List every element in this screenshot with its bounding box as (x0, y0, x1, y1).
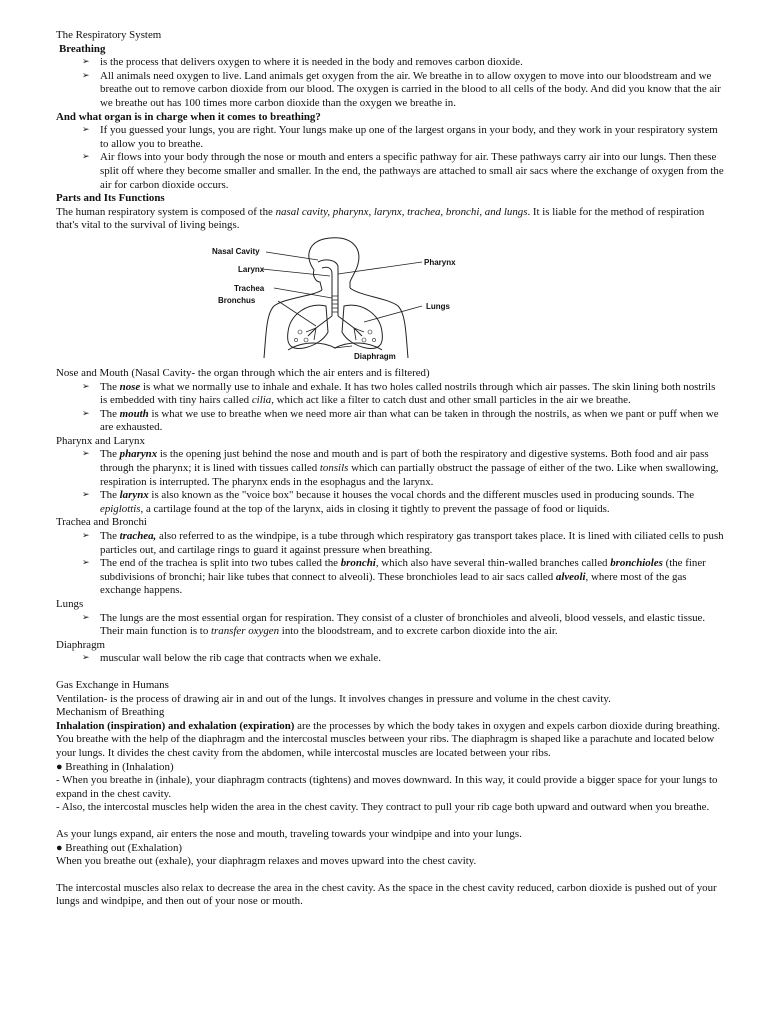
arrow-bullet-icon: ➢ (82, 70, 90, 81)
breathing-list (56, 56, 724, 110)
breathing-in-text-2: - Also, the intercostal muscles help widen the area in the chest cavity. They contract to pull your rib cage both upward and outward when you breathe. (56, 801, 710, 814)
lungs-expand-text: As your lungs expand, air enters the nose and mouth, traveling towards your windpipe and into your lungs. (56, 827, 522, 840)
nose-heading: Nose and Mouth (Nasal Cavity- the organ through which the air enters and is filtered) (56, 366, 430, 379)
list-item: ➢ is the process that delivers oxygen to where it is needed in the body and removes carbon dioxide. (82, 56, 523, 69)
pharynx-heading: Pharynx and Larynx (56, 434, 145, 447)
pharynx-list (56, 448, 724, 516)
lungs-heading: Lungs (56, 598, 84, 610)
label-trachea: Trachea (234, 283, 265, 293)
list-item: ➢ All animals need oxygen to live. Land animals get oxygen from the air. We breathe in to allow oxygen to move into our bloodstream and we breathe out to remove carbon dioxide from our blood. The oxygen is carried in the blood to all cells of the body. And did you know that the air we breathe out has 100 times more carbon dioxide than the oxygen we breathe in. (82, 69, 721, 109)
list-item: ➢ The lungs are the most essential organ for respiration. They consist of a cluster of bronchioles and alveoli, blood vessels, and elastic tissue. Their main function is to transfer oxygen into the bloodstream, and to excrete carbon dioxide into the air. (82, 611, 706, 638)
arrow-bullet-icon: ➢ (82, 125, 90, 136)
document-page (56, 29, 724, 909)
breathing-out-text: When you breathe out (exhale), your diaphragm relaxes and moves upward into the chest cavity. (56, 855, 477, 868)
label-pharynx: Pharynx (424, 257, 456, 267)
trachea-list (56, 530, 724, 598)
diaphragm-heading: Diaphragm (56, 638, 105, 651)
label-diaphragm: Diaphragm (354, 351, 396, 361)
nose-list (56, 381, 724, 435)
arrow-bullet-icon: ➢ (82, 490, 90, 501)
list-item: ➢ The larynx is also known as the "voice box" because it houses the vocal chords and the different muscles used in producing sounds. The epiglottis, a cartilage found at the top of the larynx, aids in closing it tightly to prevent the passage of food or liquids. (82, 489, 695, 515)
parts-intro: The human respiratory system is composed of the nasal cavity, pharynx, larynx, trachea, bronchi, and lungs. It is liable for the method of respiration that's vital to the survival of living beings. (56, 205, 705, 232)
inhalation-exhalation-paragraph: Inhalation (inspiration) and exhalation (expiration) are the processes by which the body takes in oxygen and expels carbon dioxide during breathing. You breathe with the help of the diaphragm and the intercostal muscles between your ribs. The diaphragm is shaped like a parachute and located below your lungs. It divides the chest cavity from the abdomen, while intercostal muscles are located between your ribs. (56, 719, 720, 759)
arrow-bullet-icon: ➢ (82, 57, 90, 68)
breathing-out-heading: ● Breathing out (Exhalation) (56, 841, 183, 854)
breathing-in-text-1: - When you breathe in (inhale), your diaphragm contracts (tightens) and moves downward. In this way, it could provide a bigger space for your lungs to expand in the chest cavity. (56, 774, 718, 800)
list-item: ➢ If you guessed your lungs, you are right. Your lungs make up one of the largest organs in your body, and they work in your respiratory system to allow you to breathe. (82, 124, 718, 150)
arrow-bullet-icon: ➢ (82, 152, 90, 163)
ventilation-text: Ventilation- is the process of drawing air in and out of the lungs. It involves changes in pressure and volume in the chest cavity. (56, 692, 611, 705)
breathing-in-heading: ● Breathing in (Inhalation) (56, 760, 174, 773)
list-item: ➢ The trachea, also referred to as the windpipe, is a tube through which respiratory gas transport takes place. It is lined with ciliated cells to push particles out, and cartilage rings to guard it against pressure when breathing. (82, 530, 724, 556)
label-nasal-cavity: Nasal Cavity (212, 246, 260, 256)
lungs-list (56, 612, 724, 639)
list-item: ➢ The pharynx is the opening just behind the nose and mouth and is part of both the respiratory and digestive systems. Both food and air pass through the pharynx; it is lined with tissues called tonsils which can partially obstruct the passage of either of the two. Like when swallowing, respiration is interrupted. The pharynx ends in the esophagus and the larynx. (82, 448, 719, 488)
diaphragm-list (56, 652, 724, 666)
gas-exchange-heading: Gas Exchange in Humans (56, 678, 169, 691)
arrow-bullet-icon: ➢ (82, 408, 90, 419)
respiratory-system-diagram (56, 236, 724, 361)
organ-heading: And what organ is in charge when it comes to breathing? (56, 110, 321, 123)
organ-list (56, 124, 724, 192)
parts-heading: Parts and Its Functions (56, 192, 165, 205)
arrow-bullet-icon: ➢ (82, 449, 90, 460)
list-item: ➢ The end of the trachea is split into two tubes called the bronchi, which also have several thin-walled branches called bronchioles (the finer subdivisions of bronchi; hair like tubes that connect to alveoli). These bronchioles lead to air sacs called alveoli, where most of the gas exchange happens. (82, 557, 706, 597)
arrow-bullet-icon: ➢ (82, 612, 90, 623)
trachea-heading: Trachea and Bronchi (56, 516, 147, 529)
arrow-bullet-icon: ➢ (82, 381, 90, 392)
arrow-bullet-icon: ➢ (82, 531, 90, 542)
breathing-heading: Breathing (59, 42, 106, 55)
respiratory-diagram-svg (204, 236, 474, 361)
label-lungs: Lungs (426, 301, 450, 311)
arrow-bullet-icon: ➢ (82, 558, 90, 569)
arrow-bullet-icon: ➢ (82, 653, 90, 664)
mechanism-heading: Mechanism of Breathing (56, 706, 165, 719)
list-item: ➢ The nose is what we normally use to inhale and exhale. It has two holes called nostrils through which air passes. The skin lining both nostrils is embedded with tiny hairs called cilia, which act like a filter to catch dust and other small particles in the air we breathe. (82, 380, 716, 407)
document-title: The Respiratory System (56, 29, 162, 41)
list-item: ➢ The mouth is what we use to breathe when we need more air than what can be taken in through the nostrils, as when we pant or puff when we are exhausted. (82, 407, 719, 434)
label-bronchus: Bronchus (218, 295, 256, 305)
final-paragraph: The intercostal muscles also relax to decrease the area in the chest cavity. As the space in the chest cavity reduced, carbon dioxide is pushed out of your lungs and windpipe, and then out of your nose or mouth. (56, 881, 717, 908)
list-item: ➢ Air flows into your body through the nose or mouth and enters a specific pathway for air. These pathways carry air into our lungs. Then these split off where they become smaller and smaller. In the end, the pathways are attached to small air sacs where the exchange of oxygen from the air for carbon dioxide occurs. (82, 151, 724, 191)
list-item: ➢ muscular wall below the rib cage that contracts when we exhale. (82, 652, 381, 665)
label-larynx: Larynx (238, 264, 265, 274)
